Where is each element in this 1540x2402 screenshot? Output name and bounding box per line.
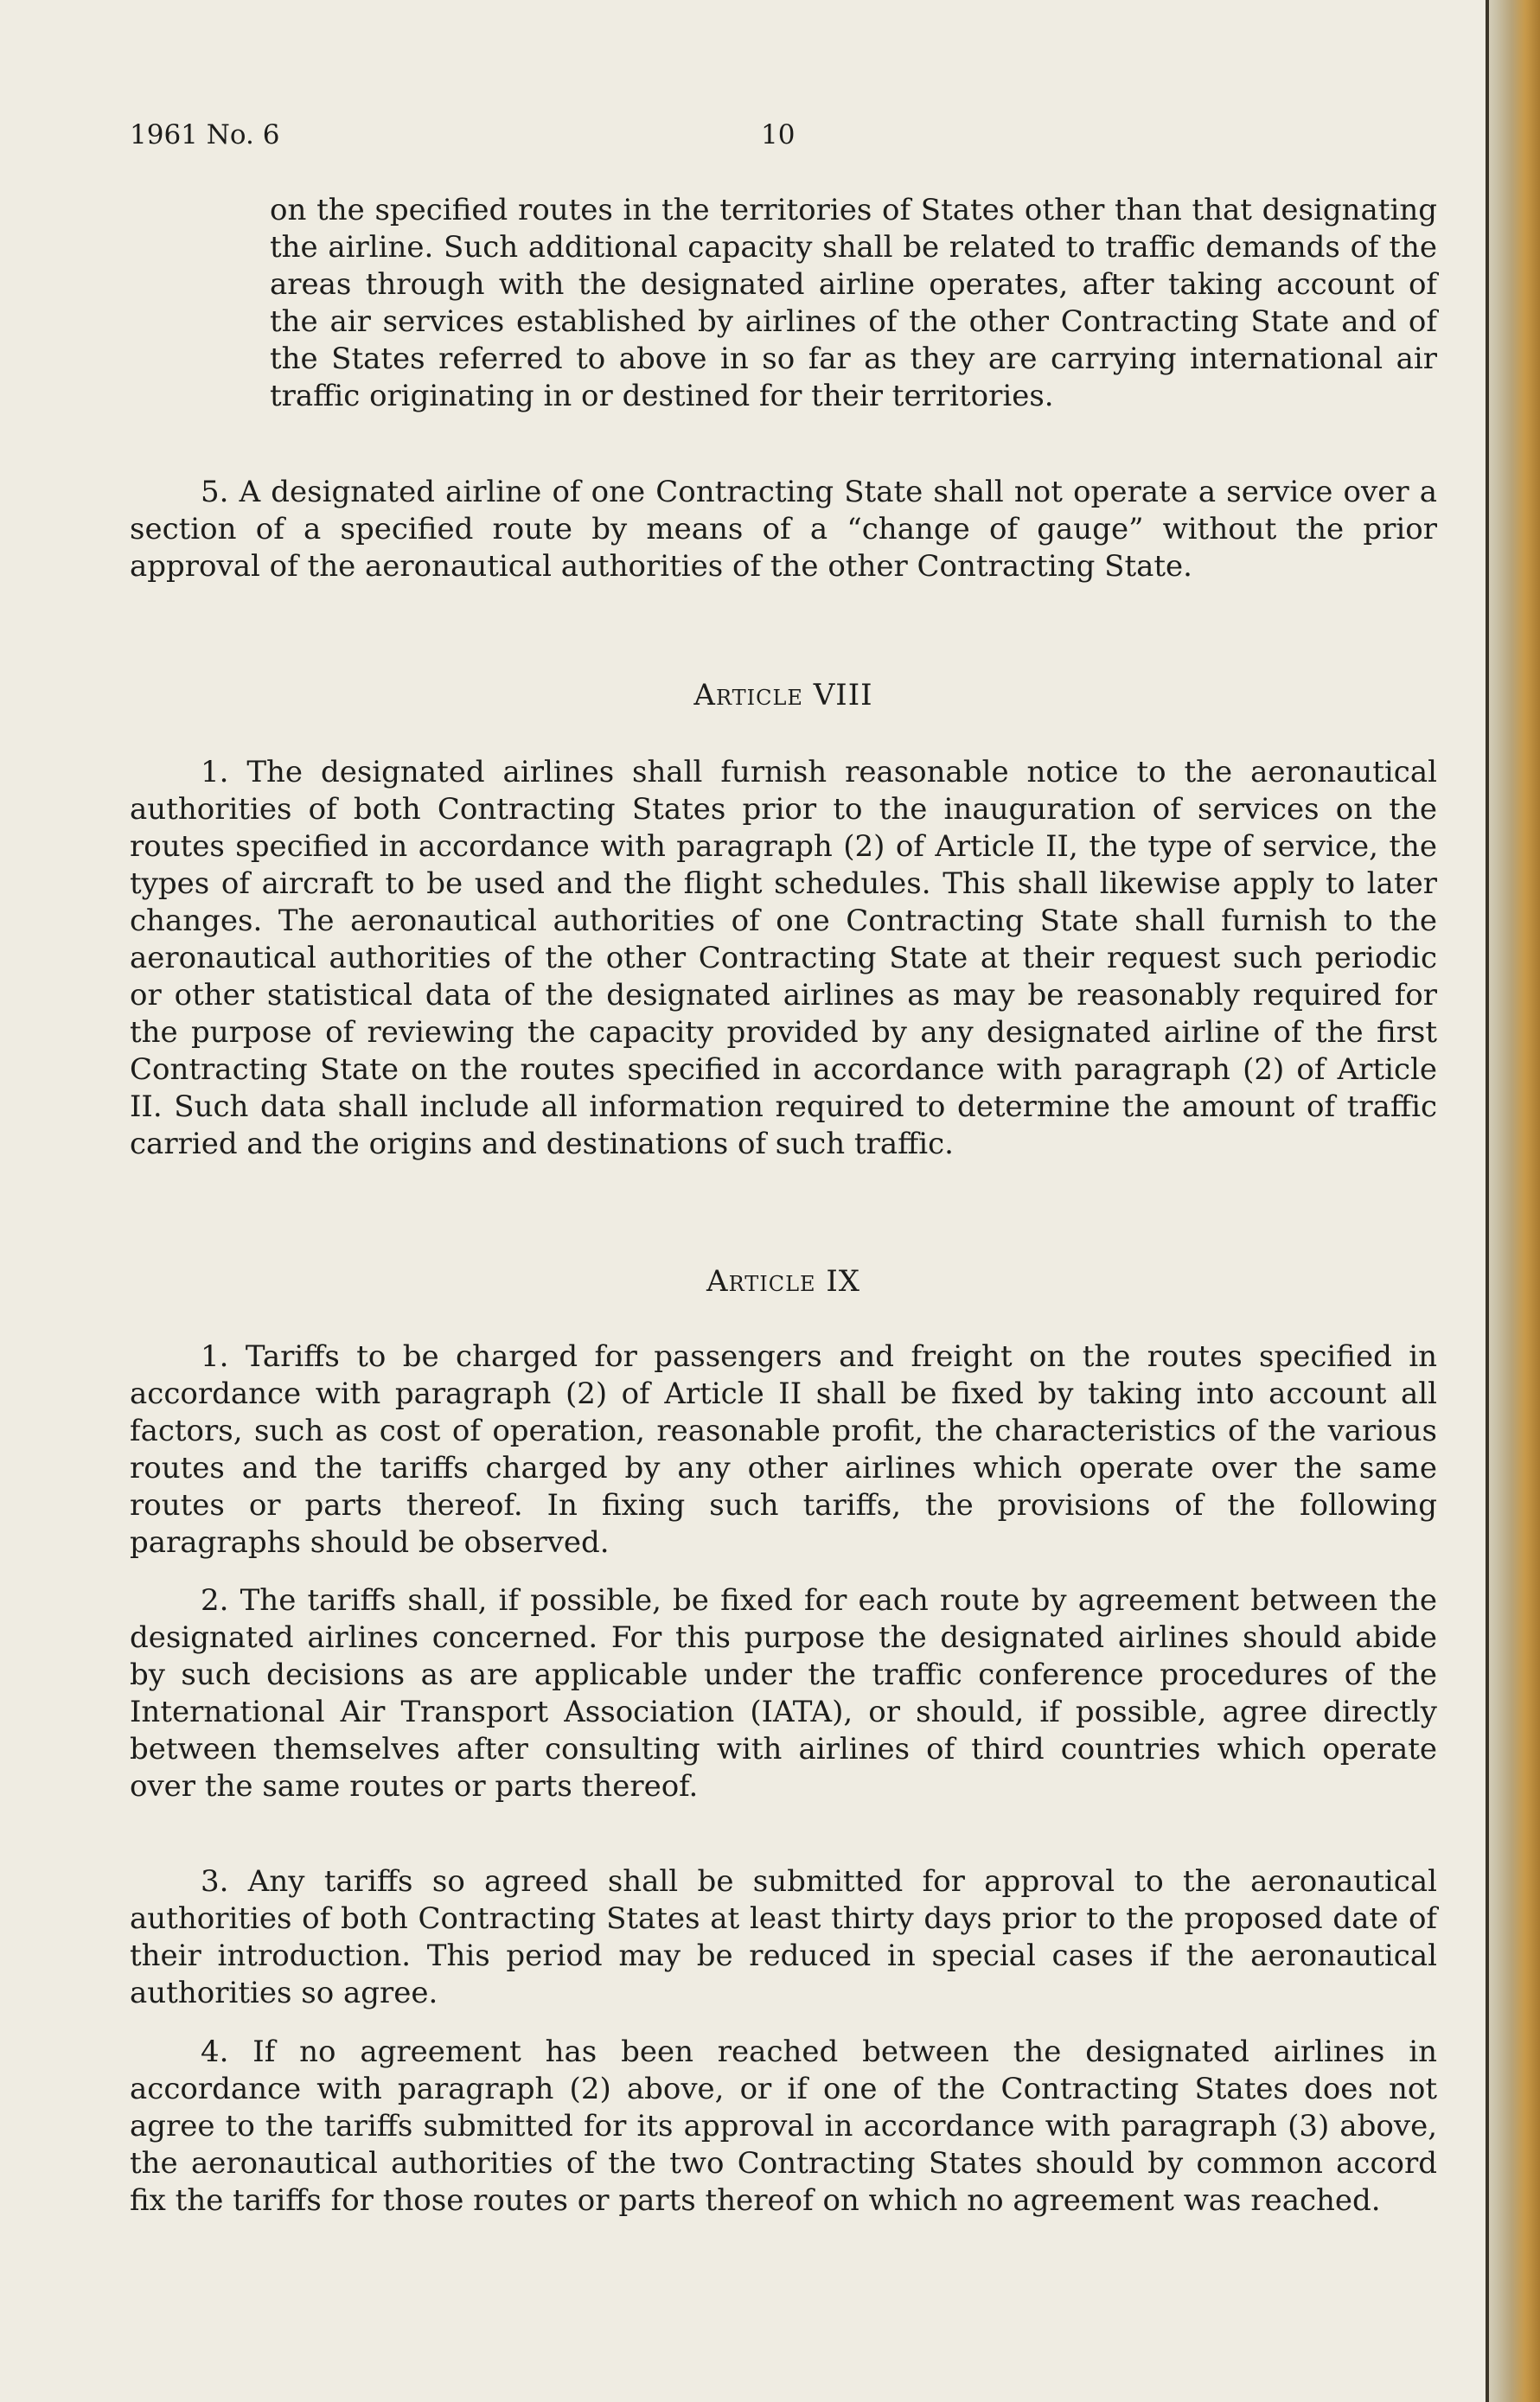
article-ix-paragraph-2: 2. The tariffs shall, if possible, be fixed for each route by agreement between the designated airlines concerned. For this purpose the designated airlines should abide by such decisions as are applicable under the traffic conference procedures of the International Air Transport Association (IATA), or should, if possible, agree directly between themselves after consulting with airlines of third countries which operate over the same routes or parts thereof. xyxy=(130,1583,1437,1804)
page-edge-shadow xyxy=(1486,0,1489,2402)
article-ix-paragraph-3: 3. Any tariffs so agreed shall be submitted for approval to the aeronautical authorities of both Contracting States at least thirty days prior to the proposed date of their introduction. This period may be reduced in special cases if the aeronautical authorities so agree. xyxy=(130,1864,1437,2010)
article-vii-paragraph-5: 5. A designated airline of one Contracting State shall not operate a service over a section of a specified route by means of a “change of gauge” without the prior approval of the aeronautical authorities of the other Contracting State. xyxy=(130,475,1437,584)
continuation-paragraph: on the specified routes in the territories of States other than that designating the airline. Such additional capacity shall be related to traffic demands of the areas through with the designated airline operates, after taking account of the air services established by airlines of the other Contracting State and of the States referred to above in so far as they are carrying international air traffic originating in or destined for their territories. xyxy=(270,193,1437,413)
article-viii-heading: Article VIII xyxy=(693,678,873,712)
page-number: 10 xyxy=(761,119,796,150)
article-ix-paragraph-1: 1. Tariffs to be charged for passengers and freight on the routes specified in accordance with paragraph (2) of Article II shall be fixed by taking into account all factors, such as cost of operation, reasonable profit, the characteristics of the various routes and the tariffs charged by any other airlines which operate over the same routes or parts thereof. In fixing such tariffs, the provisions of the following paragraphs should be observed. xyxy=(130,1339,1437,1560)
article-viii-paragraph-1: 1. The designated airlines shall furnish reasonable notice to the aeronautical authorities of both Contracting States prior to the inauguration of services on the routes specified in accordance with paragraph (2) of Article II, the type of service, the types of aircraft to be used and the flight schedules. This shall likewise apply to later changes. The aeronautical authorities of one Contracting State shall furnish to the aeronautical authorities of the other Contracting State at their request such periodic or other statistical data of the designated airlines as may be reasonably required for the purpose of reviewing the capacity provided by any designated airline of the first Contracting State on the routes specified in accordance with paragraph (2) of Article II. Such data shall include all information required to determine the amount of traffic carried and the origins and destinations of such traffic. xyxy=(130,755,1437,1161)
article-ix-paragraph-4: 4. If no agreement has been reached between the designated airlines in accordance with paragraph (2) above, or if one of the Contracting States does not agree to the tariffs submitted for its approval in accordance with paragraph (3) above, the aeronautical authorities of the two Contracting States should by common accord fix the tariffs for those routes or parts thereof on which no agreement was reached. xyxy=(130,2035,1437,2218)
treaty-citation: 1961 No. 6 xyxy=(130,119,280,150)
article-ix-heading: Article IX xyxy=(706,1264,860,1299)
book-binding-edge xyxy=(1486,0,1540,2402)
